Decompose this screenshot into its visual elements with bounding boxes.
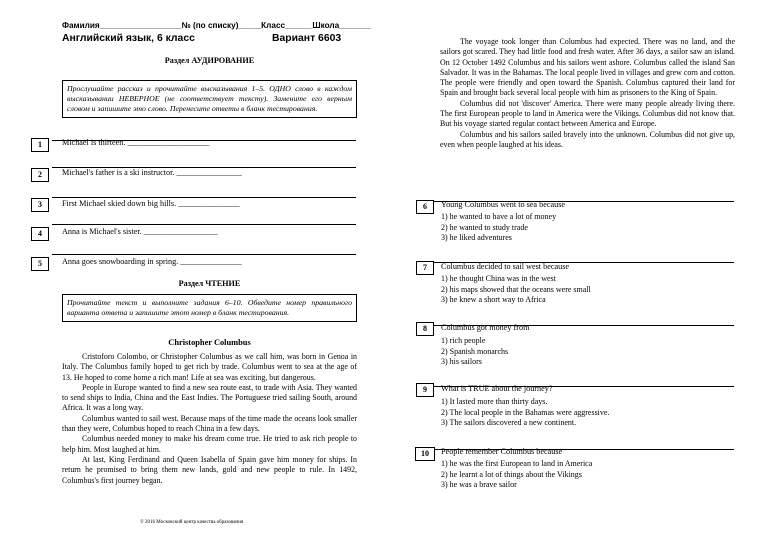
listening-instructions: Прослушайте рассказ и прочитайте высказывания 1–5. ОДНО слово в каждом высказывании НЕВЕРНОЕ (не соответствует тексту). Замените его верным словом и запишите это слово. Перенесите ответы в бланк тестирования. <box>62 80 357 118</box>
question-stem-6: Young Columbus went to sea because <box>441 200 566 209</box>
answer-option[interactable]: 2) Spanish monarchs <box>441 346 509 356</box>
listening-question-4: Anna is Michael's sister. __________________ <box>62 227 218 236</box>
question-number: 6 <box>416 200 434 214</box>
answer-options-10 <box>441 459 592 491</box>
question-number: 7 <box>416 261 434 275</box>
question-number: 5 <box>31 257 49 271</box>
reading-text-left <box>62 352 357 486</box>
paragraph: Columbus and his sailors sailed bravely into the unknown. Columbus did not give up, even when people laughed at his ideas. <box>440 129 735 149</box>
variant-title: Вариант 6603 <box>272 33 342 44</box>
answer-option[interactable]: 3) The sailors discovered a new continent. <box>441 418 577 428</box>
answer-options-6 <box>441 212 556 244</box>
paragraph: At last, King Ferdinand and Queen Isabella of Spain gave him money for ships. In return he promised to bring them new lands, gold and new people to rule. In 1492, Columbus's first journey began. <box>62 454 357 485</box>
listening-section-title: Раздел АУДИРОВАНИЕ <box>164 56 255 65</box>
answer-option[interactable]: 2) he learnt a lot of things about the Vikings <box>441 469 582 479</box>
paragraph: Columbus needed money to make his dream come true. He tried to ask rich people to help him. Most laughed at him. <box>62 434 357 454</box>
answer-options-9 <box>441 397 609 429</box>
answer-option[interactable]: 3) he liked adventures <box>441 233 512 243</box>
answer-options-7 <box>441 274 591 306</box>
question-number: 8 <box>416 322 434 336</box>
answer-option[interactable]: 1) rich people <box>441 336 486 345</box>
question-stem-9: What is TRUE about the journey? <box>441 384 553 393</box>
subject-title: Английский язык, 6 класс <box>62 33 195 44</box>
question-number: 1 <box>31 138 49 152</box>
answer-option[interactable]: 2) his maps showed that the oceans were small <box>441 284 591 294</box>
paragraph: Cristoforo Colombo, or Christopher Columbus as we call him, was born in Genoa in Italy. The Columbus family hoped to get rich by trade. Columbus went to sea at the age of 13. He hoped to come home a rich man! Life at sea was exciting, but dangerous. <box>62 352 357 382</box>
answer-option[interactable]: 3) he was a brave sailor <box>441 480 517 490</box>
question-stem-8: Columbus got money from <box>441 323 530 332</box>
paragraph: The voyage took longer than Columbus had expected. There was no land, and the sailors got scared. They had little food and fresh water. After 36 days, a sailor saw an island. On 12 October 1492 Columbus and his sailors went ashore. Columbus called the island San Salvador. It was in the Bahamas. The local people lived in villages and grew corn and cotton. The people were friendly and open toward the Spanish. Columbus captured their land for Spain and brought back several local people with him as prisoners to the King of Spain. <box>440 37 735 98</box>
answer-option[interactable]: 3) his sailors <box>441 357 482 367</box>
question-stem-7: Columbus decided to sail west because <box>441 262 570 271</box>
answer-option[interactable]: 1) It lasted more than thirty days. <box>441 397 548 406</box>
text-title: Christopher Columbus <box>168 338 251 347</box>
listening-question-1: Michael is thirteen. ____________________ <box>62 138 210 147</box>
reading-instructions: Прочитайте текст и выполните задания 6–10. Обведите номер правильного варианта ответа и запишите этот номер в бланк тестирования. <box>62 294 357 322</box>
answer-option[interactable]: 1) he was the first European to land in America <box>441 459 593 468</box>
question-number: 10 <box>415 447 435 461</box>
listening-question-3: First Michael skied down big hills. _______________ <box>62 199 240 208</box>
answer-option[interactable]: 1) he thought China was in the west <box>441 274 556 283</box>
listening-question-5: Anna goes snowboarding in spring. _______________ <box>62 257 242 266</box>
answer-option[interactable]: 3) he knew a short way to Africa <box>441 295 546 305</box>
footer-copyright: © 2016 Московский центр качества образования <box>140 520 244 525</box>
divider <box>52 254 356 255</box>
question-number: 9 <box>416 383 434 397</box>
reading-text-right <box>440 37 735 150</box>
answer-option[interactable]: 1) he wanted to have a lot of money <box>441 212 557 221</box>
reading-section-title: Раздел ЧТЕНИЕ <box>178 279 241 288</box>
question-number: 3 <box>31 198 49 212</box>
student-info-line: Фамилия__________________№ (по списку)_____Класс______Школа_______ <box>62 21 372 30</box>
paragraph: Columbus wanted to sail west. Because maps of the time made the oceans look smaller than they were, Columbus hoped to reach China in a few days. <box>62 413 358 434</box>
question-stem-10: People remember Columbus because <box>441 447 563 456</box>
paragraph: Columbus did not 'discover' America. There were many people already living there. The first European people to land in America were the Vikings. Columbus did not know that. But his voyage started regular contact between America and Europe. <box>440 98 735 129</box>
question-number: 2 <box>31 168 49 182</box>
paragraph: People in Europe wanted to find a new sea route east, to trade with Asia. They wanted to send ships to India, China and the East Indies. The Portuguese tried sailing South, around Africa. It was a long way. <box>62 382 357 413</box>
listening-question-2: Michael's father is a ski instructor. ________________ <box>62 168 242 177</box>
answer-options-8 <box>441 336 508 368</box>
answer-option[interactable]: 2) The local people in the Bahamas were aggressive. <box>441 407 610 417</box>
question-number: 4 <box>31 227 49 241</box>
divider <box>52 224 356 225</box>
answer-option[interactable]: 2) he wanted to study trade <box>441 222 528 232</box>
